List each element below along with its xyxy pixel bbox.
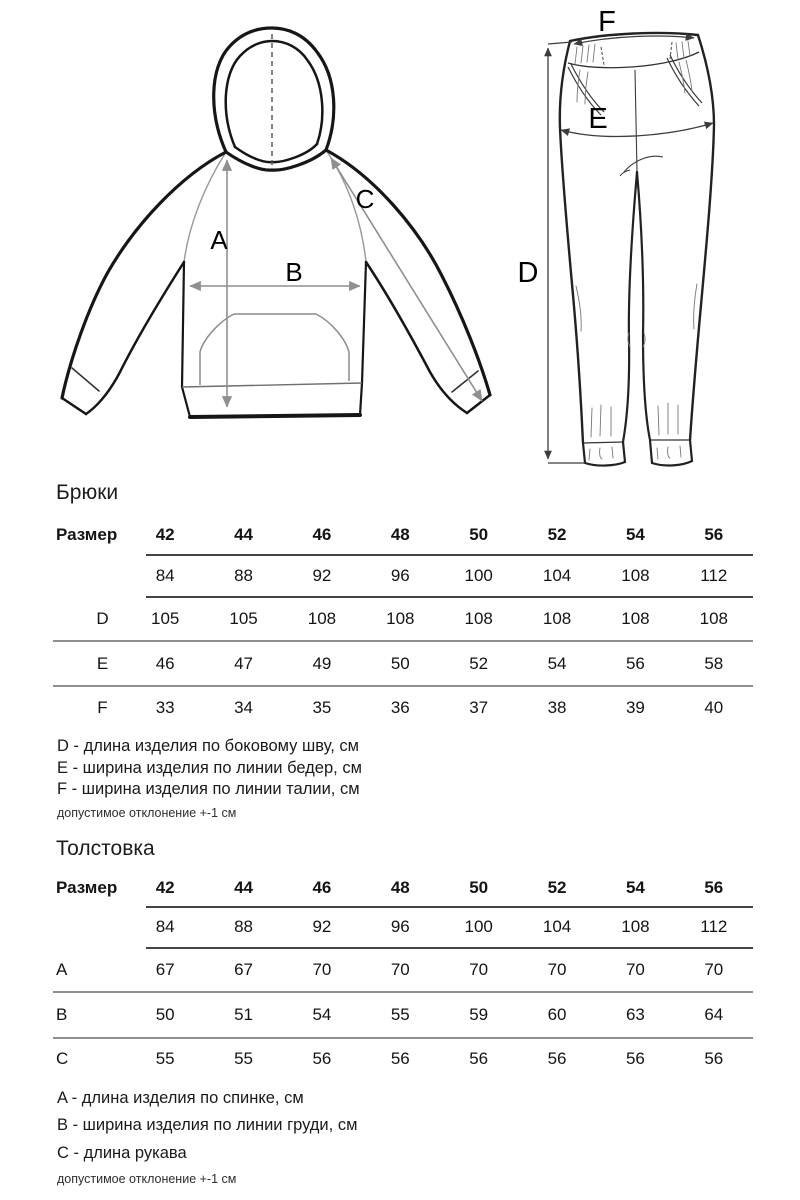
size-value-cell: 108 bbox=[699, 609, 728, 628]
size-value-cell: 56 bbox=[704, 877, 724, 897]
size-value-cell: 63 bbox=[625, 1004, 645, 1024]
size-value-cell: 92 bbox=[312, 566, 332, 585]
size-value-cell: 48 bbox=[390, 525, 410, 544]
size-value-cell: 88 bbox=[234, 917, 254, 936]
row-label: Размер bbox=[56, 877, 118, 897]
pants-center-front-line bbox=[635, 70, 637, 172]
pants-left-outer bbox=[560, 41, 583, 443]
hoodie-right-sleeve-inner bbox=[366, 262, 467, 413]
size-value-cell: 56 bbox=[625, 1048, 645, 1068]
size-value-cell: 49 bbox=[312, 653, 332, 673]
measure-label-b: B bbox=[285, 257, 303, 287]
pants-knee-creases bbox=[576, 284, 697, 347]
size-value-cell: 50 bbox=[469, 525, 489, 544]
size-value-cell: 55 bbox=[390, 1004, 410, 1024]
row-label: F bbox=[97, 698, 108, 717]
size-value-cell: 52 bbox=[547, 525, 567, 544]
size-value-cell: 35 bbox=[312, 698, 332, 717]
measure-row bbox=[53, 642, 753, 685]
measure-label-d: D bbox=[517, 257, 539, 289]
size-header-row bbox=[53, 516, 753, 554]
size-value-cell: 100 bbox=[464, 917, 493, 936]
row-label: A bbox=[56, 959, 68, 979]
hoodie-body-left-edge bbox=[182, 262, 190, 417]
pants-left-cuff-seam bbox=[583, 442, 623, 443]
size-value-cell: 105 bbox=[151, 609, 180, 628]
legend-line: C - длина рукава bbox=[57, 1143, 187, 1162]
size-value-cell: 96 bbox=[390, 566, 410, 585]
legend-line: B - ширина изделия по линии груди, см bbox=[57, 1116, 358, 1134]
legend-line: F - ширина изделия по линии талии, см bbox=[57, 780, 360, 798]
hoodie-right-sleeve-outer bbox=[326, 150, 490, 395]
size-value-cell: 36 bbox=[390, 698, 410, 717]
size-value-cell: 47 bbox=[234, 653, 254, 673]
size-value-cell: 46 bbox=[155, 653, 175, 673]
size-value-cell: 108 bbox=[464, 609, 493, 628]
measure-row bbox=[53, 1039, 753, 1079]
measure-arrow-e bbox=[561, 123, 713, 136]
hoodie-hem-bottom bbox=[190, 415, 360, 417]
pants-tolerance-note: допустимое отклонение +-1 см bbox=[57, 805, 237, 820]
hoodie-left-cuff-end bbox=[62, 398, 86, 414]
size-value-cell: 52 bbox=[469, 653, 489, 673]
size-value-cell: 88 bbox=[234, 566, 254, 585]
size-value-cell: 55 bbox=[155, 1048, 175, 1068]
size-value-cell: 56 bbox=[625, 653, 645, 673]
size-value-cell: 105 bbox=[229, 609, 258, 628]
size-value-cell: 64 bbox=[704, 1004, 724, 1024]
size-value-cell: 37 bbox=[469, 698, 489, 717]
hoodie-hem-seam bbox=[182, 383, 362, 387]
size-value-cell: 70 bbox=[469, 959, 489, 979]
size-value-cell: 104 bbox=[542, 566, 572, 585]
pants-right-pocket-curve bbox=[670, 55, 702, 103]
size-value-cell: 70 bbox=[625, 959, 645, 979]
measure-label-c: C bbox=[355, 184, 375, 214]
size-value-cell: 84 bbox=[155, 566, 175, 585]
size-value-cell: 50 bbox=[469, 877, 489, 897]
measure-row bbox=[53, 687, 753, 729]
size-value-cell: 55 bbox=[234, 1048, 254, 1068]
size-value-cell: 58 bbox=[704, 653, 724, 673]
measure-row bbox=[53, 598, 753, 640]
size-value-cell: 48 bbox=[390, 877, 410, 897]
legend-line: A - длина изделия по спинке, см bbox=[57, 1088, 304, 1107]
size-value-cell: 34 bbox=[234, 698, 254, 717]
size-value-cell: 104 bbox=[542, 917, 572, 936]
size-value-cell: 40 bbox=[704, 698, 724, 717]
size-value-cell: 42 bbox=[155, 877, 175, 897]
size-value-cell: 112 bbox=[700, 566, 728, 585]
size-value-cell: 84 bbox=[155, 917, 175, 936]
pants-section bbox=[0, 480, 800, 820]
hoodie-drawing bbox=[62, 28, 490, 417]
garment-technical-drawings bbox=[0, 0, 800, 472]
size-value-cell: 67 bbox=[155, 959, 175, 979]
hoodie-right-cuff-end bbox=[467, 395, 490, 413]
measure-row bbox=[53, 556, 753, 596]
size-header-row bbox=[53, 870, 753, 906]
pants-right-cuff bbox=[650, 440, 692, 465]
hood-outer bbox=[214, 28, 334, 152]
size-value-cell: 38 bbox=[547, 698, 567, 717]
legend-line: E - ширина изделия по линии бедер, см bbox=[57, 758, 362, 777]
size-value-cell: 108 bbox=[621, 917, 650, 936]
pants-left-inner bbox=[623, 172, 637, 442]
measure-label-a: A bbox=[210, 225, 228, 255]
size-value-cell: 46 bbox=[312, 525, 332, 544]
size-value-cell: 44 bbox=[234, 877, 254, 897]
size-value-cell: 70 bbox=[704, 959, 724, 979]
size-value-cell: 108 bbox=[386, 609, 415, 628]
size-value-cell: 39 bbox=[625, 698, 645, 717]
row-label: E bbox=[96, 653, 109, 673]
measure-row bbox=[53, 908, 753, 947]
size-value-cell: 54 bbox=[547, 653, 567, 673]
size-value-cell: 54 bbox=[625, 525, 645, 544]
hoodie-left-cuff-seam bbox=[72, 368, 99, 391]
size-value-cell: 54 bbox=[625, 877, 645, 897]
measure-label-f: F bbox=[598, 6, 616, 38]
size-value-cell: 108 bbox=[621, 609, 650, 628]
size-value-cell: 52 bbox=[547, 877, 567, 897]
hoodie-size-table bbox=[53, 870, 753, 1079]
size-value-cell: 56 bbox=[704, 525, 724, 544]
pants-left-pocket-dash bbox=[601, 47, 604, 65]
hood-opening-outer bbox=[226, 150, 326, 170]
size-value-cell: 60 bbox=[547, 1004, 567, 1024]
size-value-cell: 56 bbox=[390, 1048, 410, 1068]
size-value-cell: 112 bbox=[700, 917, 728, 936]
size-value-cell: 50 bbox=[390, 653, 410, 673]
hoodie-tolerance-note: допустимое отклонение +-1 см bbox=[57, 1172, 237, 1186]
row-label: D bbox=[96, 609, 109, 628]
hoodie-legend bbox=[57, 1085, 800, 1168]
size-value-cell: 70 bbox=[390, 959, 410, 979]
pants-title: Брюки bbox=[56, 481, 119, 504]
pants-size-table bbox=[53, 516, 753, 729]
size-value-cell: 54 bbox=[312, 1004, 332, 1024]
measure-row bbox=[53, 993, 753, 1037]
size-value-cell: 70 bbox=[547, 959, 567, 979]
size-value-cell: 50 bbox=[155, 1004, 175, 1024]
hood-inner bbox=[226, 41, 323, 147]
measure-label-e: E bbox=[588, 103, 608, 135]
size-value-cell: 56 bbox=[469, 1048, 489, 1068]
pants-drawing bbox=[518, 6, 714, 466]
row-label: B bbox=[56, 1004, 68, 1024]
size-value-cell: 51 bbox=[234, 1004, 254, 1024]
size-value-cell: 42 bbox=[155, 525, 175, 544]
size-value-cell: 46 bbox=[312, 877, 332, 897]
hood-opening-inner bbox=[235, 144, 317, 162]
size-value-cell: 108 bbox=[621, 566, 650, 585]
pants-cuff-gathers bbox=[589, 403, 681, 460]
size-value-cell: 56 bbox=[547, 1048, 567, 1068]
size-value-cell: 100 bbox=[464, 566, 493, 585]
row-label: C bbox=[56, 1048, 69, 1068]
hoodie-body-right-edge bbox=[360, 262, 366, 415]
row-label: Размер bbox=[56, 525, 118, 544]
size-value-cell: 56 bbox=[704, 1048, 724, 1068]
hoodie-kangaroo-pocket bbox=[200, 314, 349, 385]
pants-right-outer bbox=[690, 35, 714, 440]
size-value-cell: 70 bbox=[312, 959, 332, 979]
measure-row bbox=[53, 949, 753, 991]
size-value-cell: 44 bbox=[234, 525, 254, 544]
hoodie-section bbox=[0, 836, 800, 1187]
size-value-cell: 59 bbox=[469, 1004, 489, 1024]
size-value-cell: 67 bbox=[234, 959, 254, 979]
size-value-cell: 92 bbox=[312, 917, 332, 936]
size-value-cell: 56 bbox=[312, 1048, 332, 1068]
measure-arrow-c bbox=[331, 158, 482, 401]
size-value-cell: 33 bbox=[155, 698, 175, 717]
size-value-cell: 96 bbox=[390, 917, 410, 936]
size-value-cell: 108 bbox=[307, 609, 337, 628]
pants-legend bbox=[57, 736, 800, 801]
pants-right-inner bbox=[637, 172, 650, 440]
hoodie-title: Толстовка bbox=[56, 836, 155, 860]
hoodie-left-sleeve-outer bbox=[62, 152, 226, 398]
legend-line: D - длина изделия по боковому шву, см bbox=[57, 737, 359, 755]
size-value-cell: 108 bbox=[542, 609, 572, 628]
